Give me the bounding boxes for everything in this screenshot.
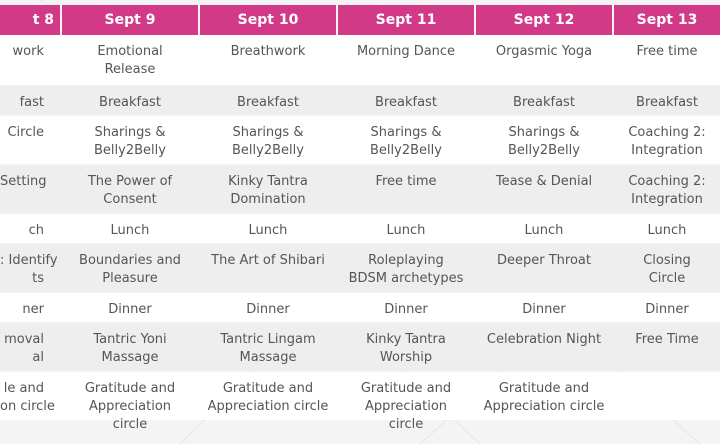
schedule-cell: ner <box>22 302 44 317</box>
schedule-cell: Dinner <box>108 302 152 317</box>
schedule-cell <box>614 372 720 420</box>
schedule-cell: Dinner <box>522 302 566 317</box>
schedule-cell: Lunch <box>248 223 288 238</box>
schedule-cell: Boundaries and Pleasure <box>79 253 181 286</box>
schedule-cell: Breakfast <box>513 95 575 110</box>
schedule-cell: Circle <box>7 125 44 140</box>
schedule-cell: work <box>12 44 44 59</box>
schedule-cell: Lunch <box>386 223 426 238</box>
schedule-cell: Gratitude and Appreciation circle <box>84 381 176 432</box>
schedule-cell: Breakfast <box>636 95 698 110</box>
schedule-cell: Orgasmic Yoga <box>495 44 593 59</box>
schedule-cell: Coaching 2: Integration <box>628 125 706 158</box>
schedule-cell: Breathwork <box>230 44 306 59</box>
schedule-header-row <box>0 0 720 35</box>
schedule-row <box>0 116 720 164</box>
schedule-cell: Tease & Denial <box>495 174 593 189</box>
schedule-cell: Tantric Yoni Massage <box>93 332 167 365</box>
schedule-cell: Lunch <box>110 223 150 238</box>
schedule-cell: Kinky Tantra Domination <box>228 174 308 207</box>
day-header: Sept 10 <box>200 5 336 35</box>
schedule-cell: Gratitude and Appreciation circle <box>207 381 329 414</box>
schedule-cell: Dinner <box>384 302 428 317</box>
schedule-cell: The Art of Shibari <box>211 253 325 268</box>
day-header: Sept 12 <box>476 5 612 35</box>
schedule-row <box>0 323 720 371</box>
schedule-cell: Deeper Throat <box>497 253 591 268</box>
schedule-cell: Tantric Lingam Massage <box>220 332 316 365</box>
schedule-cell: Breakfast <box>375 95 437 110</box>
schedule-row <box>0 372 720 432</box>
schedule-cell: Sharings & Belly2Belly <box>232 125 304 158</box>
schedule-cell: Celebration Night <box>486 332 602 347</box>
day-header: t 8 <box>0 5 60 35</box>
schedule-cell: Lunch <box>647 223 687 238</box>
schedule-cell: Gratitude and Appreciation circle <box>360 381 452 432</box>
schedule-cell: Gratitude and Appreciation circle <box>483 381 605 414</box>
schedule-cell: Dinner <box>246 302 290 317</box>
schedule-cell: Free time <box>375 174 437 189</box>
schedule-cell: Free time <box>636 44 698 59</box>
schedule-cell: Dinner <box>645 302 689 317</box>
schedule-cell: Sharings & Belly2Belly <box>508 125 580 158</box>
schedule-cell: moval al <box>4 332 44 365</box>
schedule-row <box>0 244 720 292</box>
schedule-row <box>0 35 720 85</box>
schedule-cell: fast <box>19 95 44 110</box>
schedule-cell: Setting <box>0 174 47 189</box>
schedule-cell: Sharings & Belly2Belly <box>94 125 166 158</box>
schedule-cell: Breakfast <box>237 95 299 110</box>
schedule-cell: Emotional Release <box>97 44 163 77</box>
schedule-cell: Closing Circle <box>643 253 691 286</box>
schedule-cell: : Identify ts <box>0 253 58 286</box>
schedule-row <box>0 165 720 213</box>
schedule-cell: ch <box>28 223 44 238</box>
day-header: Sept 13 <box>614 5 720 35</box>
schedule-cell: Lunch <box>524 223 564 238</box>
schedule-cell: Sharings & Belly2Belly <box>370 125 442 158</box>
schedule-cell: Morning Dance <box>356 44 456 59</box>
schedule-row <box>0 214 720 243</box>
schedule-cell: The Power of Consent <box>87 174 173 207</box>
schedule-cell: le and on circle <box>0 381 55 414</box>
schedule-cell: Roleplaying BDSM archetypes <box>348 253 464 286</box>
schedule-cell: Coaching 2: Integration <box>628 174 706 207</box>
schedule-cell: Breakfast <box>99 95 161 110</box>
schedule-cell: Free Time <box>635 332 699 347</box>
schedule-row <box>0 293 720 322</box>
schedule-cell: Kinky Tantra Worship <box>366 332 446 365</box>
day-header: Sept 11 <box>338 5 474 35</box>
schedule-row <box>0 86 720 115</box>
day-header: Sept 9 <box>62 5 198 35</box>
